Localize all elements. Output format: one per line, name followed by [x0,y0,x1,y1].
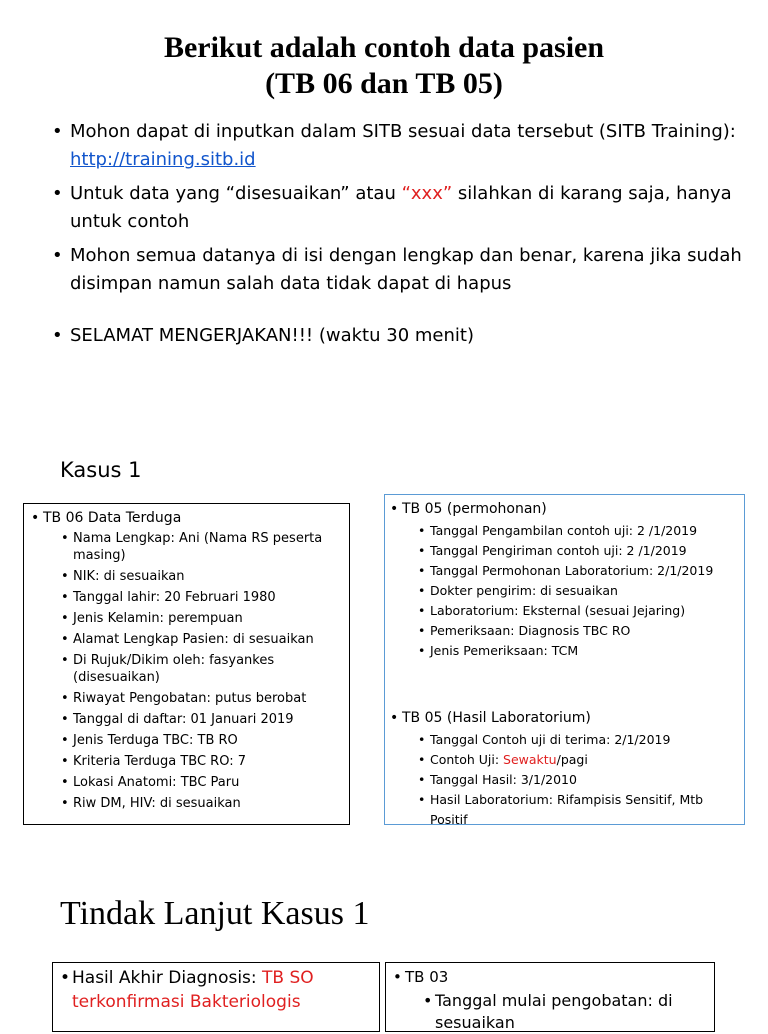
followup-title: Tindak Lanjut Kasus 1 [60,895,370,932]
tb05-result-sublist [418,730,744,830]
list-item: • Tanggal Contoh uji di terima: 2/1/2019 [418,730,744,750]
training-link[interactable]: http://training.sitb.id [70,149,256,170]
sample-highlight: Sewaktu [503,752,557,767]
tb05-result-item [390,708,744,830]
list-item: • Jenis Pemeriksaan: TCM [418,641,744,661]
list-item: • Lokasi Anatomi: TBC Paru [61,774,349,791]
list-item: • Laboratorium: Eksternal (sesuai Jejaring) [418,601,744,621]
instruction-item [52,118,752,174]
tb05-result-heading: TB 05 (Hasil Laboratorium) [402,710,591,726]
list-item [418,750,744,770]
list-item: • NIK: di sesuaikan [61,568,349,585]
tb03-box [385,962,715,1032]
instruction-text: SELAMAT MENGERJAKAN!!! (waktu 30 menit) [70,325,474,346]
tb06-heading: TB 06 Data Terduga [43,510,182,526]
tb06-heading-item [31,508,349,812]
tb06-box [23,503,350,825]
list-item: • Tanggal lahir: 20 Februari 1980 [61,589,349,606]
list-item: • Pemeriksaan: Diagnosis TBC RO [418,621,744,641]
diagnosis-label: Hasil Akhir Diagnosis: [72,968,263,988]
list-item: • Tanggal di daftar: 01 Januari 2019 [61,711,349,728]
tb05-request-item [390,499,744,661]
highlight-text: “xxx” [401,183,453,204]
diagnosis-box [52,962,380,1032]
sample-label: Contoh Uji: [430,752,504,767]
list-item: • Jenis Terduga TBC: TB RO [61,732,349,749]
list-item: • Di Rujuk/Dikim oleh: fasyankes (disesuaikan) [61,652,349,686]
list-item: • Tanggal Pengiriman contoh uji: 2 /1/2019 [418,541,744,561]
diagnosis-list [60,966,379,1014]
tb05-list [390,499,744,830]
instruction-text: silahkan di karang saja, hanya untuk contoh [70,183,732,232]
list-item: • Tanggal Permohonan Laboratorium: 2/1/2019 [418,561,744,581]
list-item: • Kriteria Terduga TBC RO: 7 [61,753,349,770]
page-title [0,30,768,102]
tb05-request-sublist [418,521,744,661]
tb03-heading: TB 03 [405,968,449,986]
tb05-box [384,494,745,825]
list-item: • Jenis Kelamin: perempuan [61,610,349,627]
instruction-item [52,242,752,298]
tb06-list [31,508,349,812]
list-item: • Riw DM, HIV: di sesuaikan [61,795,349,812]
list-item: • Riwayat Pengobatan: putus berobat [61,690,349,707]
title-line-2: (TB 06 dan TB 05) [265,67,503,100]
list-item: • Nama Lengkap: Ani (Nama RS peserta masing) [61,530,349,564]
list-item: • Dokter pengirim: di sesuaikan [418,581,744,601]
list-item: • Alamat Lengkap Pasien: di sesuaikan [61,631,349,648]
diagnosis-value: TB SO terkonfirmasi Bakteriologis [72,968,314,1012]
list-item: • Tanggal Pengambilan contoh uji: 2 /1/2019 [418,521,744,541]
instruction-list [52,118,752,356]
sample-suffix: /pagi [556,752,588,767]
list-item: • Tanggal Hasil: 3/1/2010 [418,770,744,790]
instruction-item [52,180,752,236]
diagnosis-item [60,966,379,1014]
case-label: Kasus 1 [60,458,142,482]
list-item: • Hasil Laboratorium: Rifampisis Sensitif, Mtb Positif [418,790,744,830]
title-line-1: Berikut adalah contoh data pasien [163,31,605,64]
instruction-text: Mohon dapat di inputkan dalam SITB sesuai data tersebut (SITB Training): [70,121,736,142]
instruction-text: Untuk data yang “disesuaikan” atau [70,183,402,204]
tb06-sublist [61,530,349,812]
tb03-sublist [423,990,714,1034]
list-item: • Tanggal mulai pengobatan: di sesuaikan [423,990,714,1034]
tb05-request-heading: TB 05 (permohonan) [402,501,547,517]
instruction-text: Mohon semua datanya di isi dengan lengkap dan benar, karena jika sudah disimpan namun salah data tidak dapat di hapus [70,245,742,294]
instruction-item [52,322,752,350]
